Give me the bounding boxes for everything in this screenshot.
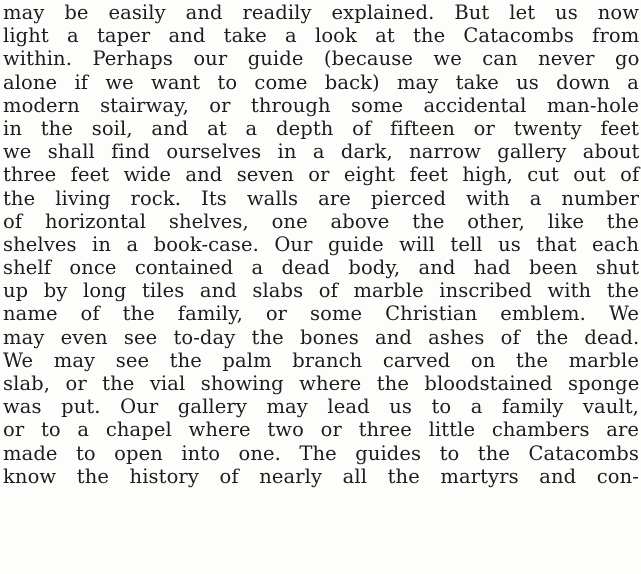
- text-line: made to open into one. The guides to the Catacombs: [3, 441, 639, 465]
- text-line: was put. Our gallery may lead us to a family vault,: [3, 395, 639, 419]
- text-line: up by long tiles and slabs of marble inscribed with the: [3, 279, 639, 303]
- text-line: of horizontal shelves, one above the other, like the: [3, 209, 639, 233]
- text-line: within. Perhaps our guide (because we can never go: [3, 47, 640, 71]
- text-line: may even see to-day the bones and ashes of the dead.: [3, 325, 640, 349]
- text-line: name of the family, or some Christian emblem. We: [3, 302, 640, 326]
- text-line: We may see the palm branch carved on the marble: [3, 348, 639, 372]
- text-line: may be easily and readily explained. But let us now: [3, 1, 639, 24]
- text-line: shelves in a book-case. Our guide will tell us that each: [3, 232, 639, 256]
- text-line: modern stairway, or through some accidental man-hole: [3, 93, 639, 117]
- text-line: in the soil, and at a depth of fifteen or twenty feet: [3, 116, 640, 140]
- text-line: know the history of nearly all the martyrs and con-: [3, 464, 639, 488]
- text-line: three feet wide and seven or eight feet high, cut out of: [3, 163, 640, 187]
- text-line: we shall find ourselves in a dark, narrow gallery about: [3, 140, 640, 164]
- text-line: or to a chapel where two or three little chambers are: [3, 418, 640, 442]
- text-line: the living rock. Its walls are pierced with a number: [3, 186, 639, 210]
- text-line: light a taper and take a look at the Catacombs from: [3, 24, 640, 48]
- text-line: alone if we want to come back) may take us down a: [3, 70, 639, 94]
- body-text: [3, 1, 639, 488]
- text-line: slab, or the vial showing where the bloodstained sponge: [3, 372, 640, 395]
- text-line: shelf once contained a dead body, and had been shut: [3, 256, 640, 280]
